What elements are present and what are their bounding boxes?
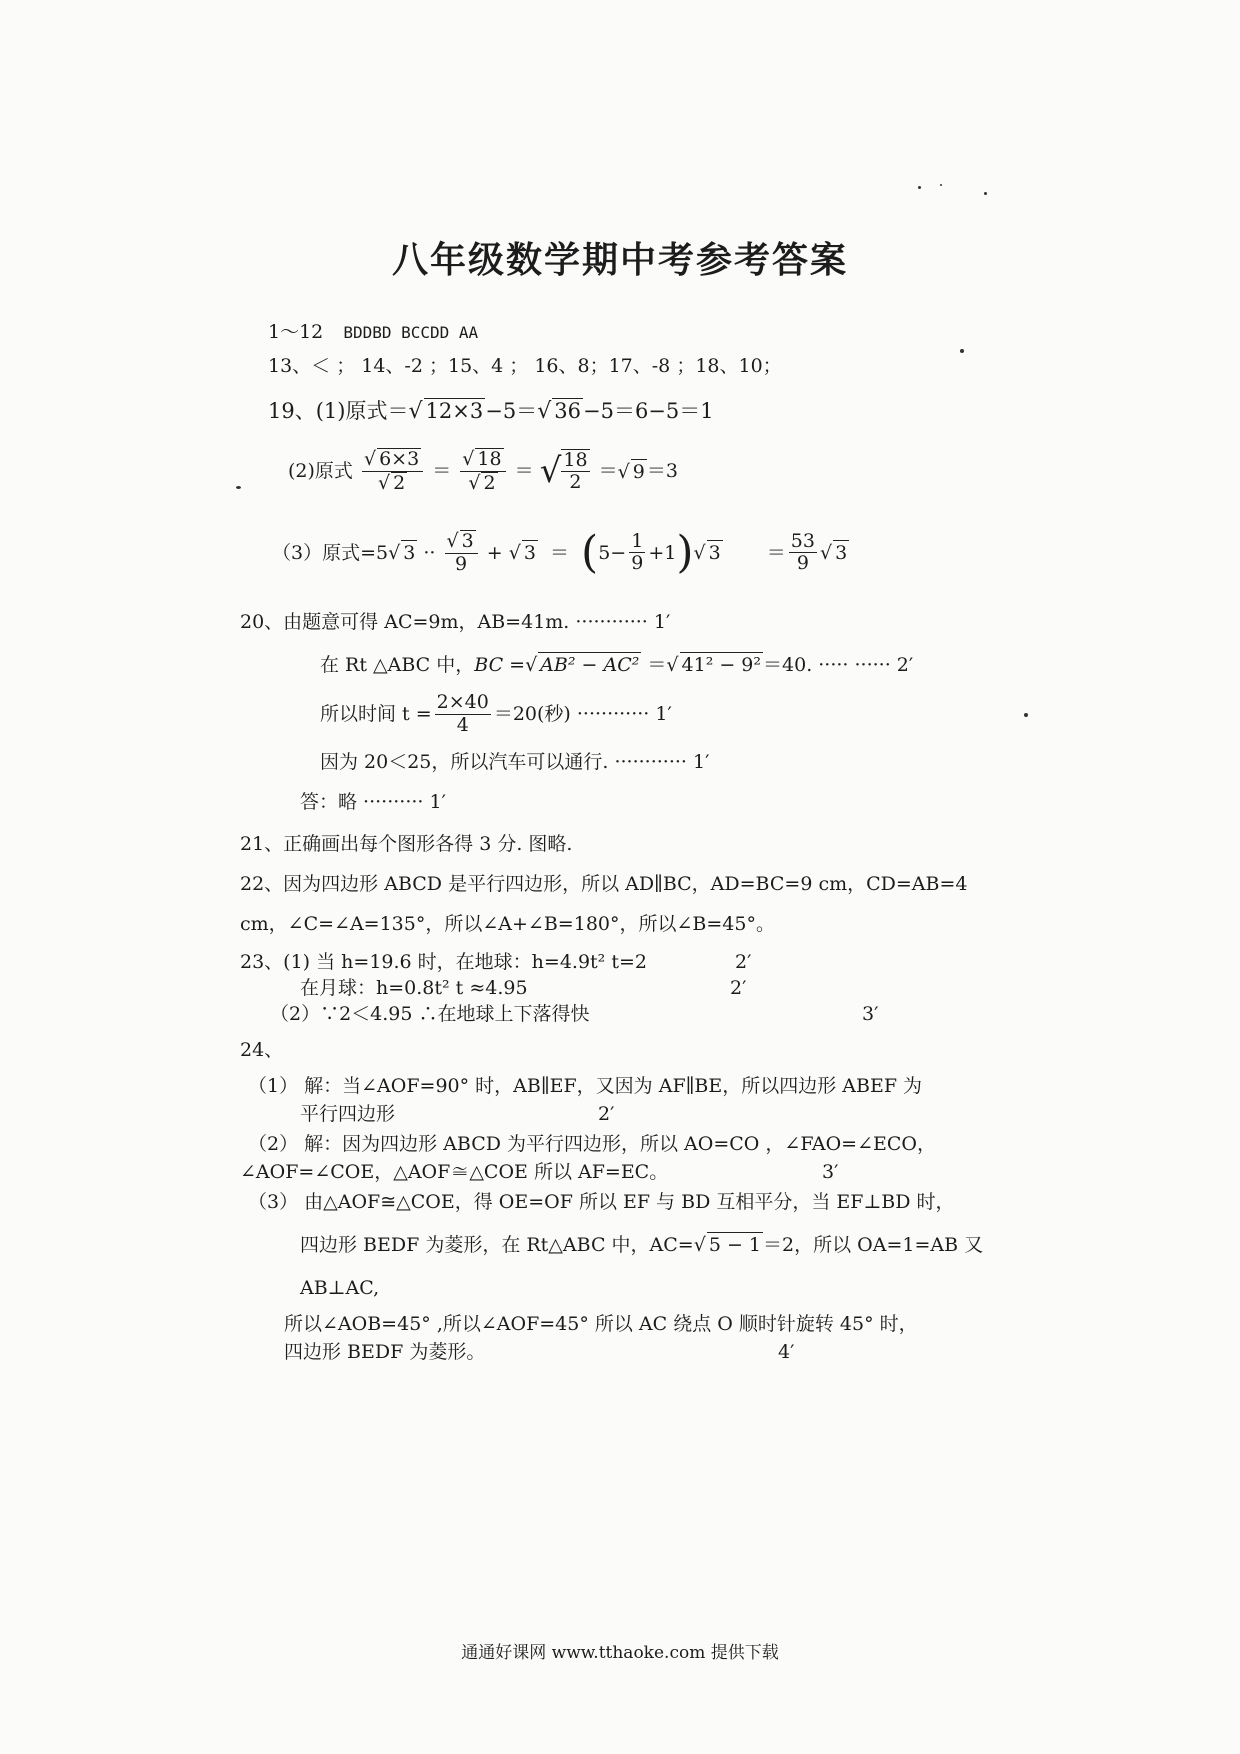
radical-sign: √ <box>508 542 521 565</box>
radical-sign: √ <box>666 654 679 676</box>
q19-part2: (2)原式 $\frac{√ 6\times 3}{√ 2}$ ＝ $\frac{√ 18}{√ 2}$ ＝ √ $\frac{18}{2}$ ＝√ 9 ＝3 <box>288 448 678 494</box>
q20-line3-num: 2×40 <box>436 691 489 713</box>
q23-line2: 在月球：h=0.8t² t ≈4.95 <box>300 977 528 999</box>
q23-line1: 23、(1) 当 h=19.6 时，在地球：h=4.9t² t=2 <box>240 951 647 973</box>
q19-part2-num2: 18 <box>477 448 502 470</box>
q20-line3 <box>320 692 672 737</box>
radical-sign: √ <box>468 471 481 494</box>
q24-part1-line1: （1） 解：当∠AOF=90° 时，AB∥EF，又因为 AF∥BE，所以四边形 ABEF 为 <box>248 1075 923 1097</box>
answers-13-18: 13、＜ ； 14、-2 ；15、4 ； 16、8；17、-8 ；18、10； <box>268 355 782 377</box>
q20-line1: 20、由题意可得 AC=9m，AB=41m. ············ 1′ <box>240 611 671 633</box>
q20-line3-end: ＝20(秒) ············ 1′ <box>493 703 672 726</box>
q24-part3-line5: 四边形 BEDF 为菱形。 <box>284 1341 486 1363</box>
q19-part1-radicand2: 36 <box>554 399 581 423</box>
radical-sign: √ <box>446 530 459 552</box>
q24-part3-line2-start: 四边形 BEDF 为菱形，在 Rt△ABC 中，AC= <box>300 1234 694 1256</box>
page-title: 八年级数学期中考参考答案 <box>391 239 848 281</box>
radical-sign: √ <box>693 542 706 565</box>
q19-part3-result-frac <box>789 531 817 576</box>
q19-part2-den2: 2 <box>483 471 496 494</box>
q24-part2-score: 3′ <box>822 1161 839 1183</box>
q19-part2-rad: 9 <box>632 460 645 483</box>
q19-part3-rad1: 3 <box>403 542 416 565</box>
q21: 21、正确画出每个图形各得 3 分. 图略. <box>240 833 573 855</box>
q19-part2-label: (2)原式 <box>288 460 353 483</box>
radical-sign: √ <box>617 460 630 483</box>
q19-part1 <box>268 398 714 424</box>
answers-1-12-values: BDDBD BCCDD AA <box>343 323 479 342</box>
q22-line1: 22、因为四边形 ABCD 是平行四边形，所以 AD∥BC，AD=BC=9 cm，CD=AB=4 <box>240 873 968 895</box>
answers-1-12 <box>268 320 478 345</box>
q19-part2-num1: 6×3 <box>379 448 420 470</box>
radical-sign: √ <box>525 654 538 676</box>
footer-source: 通通好课网 www.tthaoke.com 提供下载 <box>461 1643 779 1663</box>
scan-speck <box>984 192 987 195</box>
q19-part3-result-den: 9 <box>796 552 809 575</box>
q20-line3-frac <box>435 692 491 737</box>
radical-sign: √ <box>819 542 833 565</box>
answers-1-12-label: 1～12 <box>268 321 324 343</box>
radical-sign: √ <box>363 448 377 470</box>
radical-sign: √ <box>377 471 391 494</box>
q24-part3-line1: （3） 由△AOF≅△COE，得 OE=OF 所以 EF 与 BD 互相平分，当 EF⊥BD 时， <box>248 1191 955 1213</box>
q20-line2: 在 Rt △ABC 中，BC =√ AB² − AC² ＝√ 41² − 9² ＝40. ····· ······ 2′ <box>320 654 914 676</box>
q19-part1-label: 19、(1)原式＝ <box>268 399 409 423</box>
q23-line3: （2）∵2＜4.95 ∴在地球上下落得快 <box>270 1003 590 1025</box>
q24-part3-line3: AB⊥AC, <box>300 1277 380 1299</box>
q19-part2-end: ＝3 <box>646 460 678 483</box>
q20-line5: 答：略 ·········· 1′ <box>300 791 446 813</box>
q24-part2-line1: （2） 解：因为四边形 ABCD 为平行四边形，所以 AO=CO ，∠FAO=∠ECO， <box>248 1133 936 1155</box>
q19-part3-frac-num: 3 <box>461 530 474 552</box>
q19-part2-num3: 18 <box>563 448 588 471</box>
radical-sign: √ <box>537 399 552 424</box>
q20-line2-rad2: 41² − 9² <box>681 654 762 676</box>
q20-line4: 因为 20＜25，所以汽车可以通行. ············ 1′ <box>320 751 710 773</box>
q19-part3-result-num: 53 <box>790 529 815 552</box>
q19-part3-inner-start: 5− <box>598 541 627 564</box>
q24-part3-line2 <box>300 1232 983 1257</box>
q19-part3-label: （3）原式=5 <box>272 541 389 564</box>
q19-part1-end: −5＝6−5＝1 <box>582 399 714 423</box>
q24-part3-score: 4′ <box>778 1341 795 1363</box>
q19-part2-frac3 <box>561 449 589 495</box>
radical-sign: √ <box>693 1234 706 1256</box>
q19-part3-plus: + <box>486 541 503 564</box>
q20-line2-end: ＝40. ····· ······ 2′ <box>763 654 914 676</box>
q20-line2-b: BC = <box>474 654 526 676</box>
q19-part2-frac2 <box>460 448 505 495</box>
q23-line2-score: 2′ <box>730 977 747 999</box>
q20-line2-rad1: AB² − AC² <box>540 654 640 676</box>
scan-speck <box>940 184 942 186</box>
q19-part3-inner-den: 9 <box>631 552 644 575</box>
scan-speck <box>918 186 921 189</box>
q24-part1-line2: 平行四边形 <box>300 1103 396 1125</box>
scan-speck <box>1024 713 1028 717</box>
q19-part3-frac <box>445 530 478 576</box>
q22-line2: cm，∠C=∠A=135°，所以∠A+∠B=180°，所以∠B=45°。 <box>240 913 775 935</box>
q23-line3-score: 3′ <box>862 1003 879 1025</box>
q24-part3-line2-end: ＝2，所以 OA=1=AB 又 <box>763 1234 984 1256</box>
q23-line1-score: 2′ <box>735 951 752 973</box>
q19-part3-inner-frac <box>629 531 645 576</box>
q19-part3: （3）原式=5√ 3 ·· $\frac{√ 3}{9}$ + √ 3 ＝ (5− $\frac{1}{9}$ +1)√ 3 ＝ $\frac{53}{9}$ √ 3 <box>272 526 848 578</box>
q20-line3-den: 4 <box>456 713 469 736</box>
q19-part3-rad3: 3 <box>708 542 721 565</box>
q20-line3-a: 所以时间 t = <box>320 703 432 726</box>
q19-part3-frac-den: 9 <box>455 552 468 575</box>
q24-head: 24、 <box>240 1039 284 1061</box>
q24-part3-line4: 所以∠AOB=45° ,所以∠AOF=45° 所以 AC 绕点 O 顺时针旋转 45° 时， <box>284 1313 918 1335</box>
scan-speck <box>236 486 241 489</box>
q19-part3-inner-end: +1 <box>648 541 677 564</box>
q19-part2-den1: 2 <box>393 471 406 494</box>
q19-part1-radicand1: 12×3 <box>425 399 484 423</box>
q19-part3-inner-num: 1 <box>631 529 644 552</box>
radical-sign: √ <box>462 448 475 470</box>
q19-part2-frac1 <box>362 448 423 495</box>
radical-sign: √ <box>408 399 423 424</box>
scan-speck <box>960 349 964 353</box>
q24-part2-line2: ∠AOF=∠COE，△AOF≅△COE 所以 AF=EC。 <box>240 1161 669 1183</box>
q19-part1-mid: −5＝ <box>485 399 538 423</box>
q20-line2-a: 在 Rt △ABC 中， <box>320 654 475 676</box>
q24-part3-line2-rad: 5 − 1 <box>708 1234 762 1256</box>
radical-sign: √ <box>539 451 562 492</box>
q24-part1-score: 2′ <box>598 1103 615 1125</box>
radical-sign: √ <box>388 542 401 565</box>
q19-part3-rad2: 3 <box>523 542 536 565</box>
q19-part3-result-rad: 3 <box>835 542 848 565</box>
q19-part2-den3: 2 <box>569 471 582 494</box>
